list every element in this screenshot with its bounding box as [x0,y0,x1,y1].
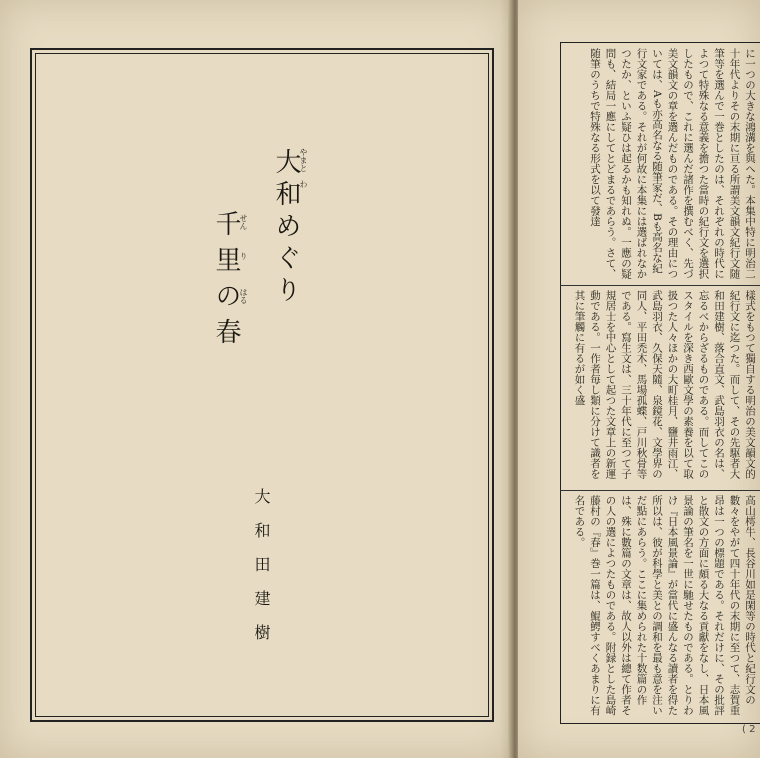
series-title-ruby-2: わ [299,180,308,188]
page-number: ( 2 [742,724,756,735]
series-title: 大和めぐり [271,148,301,308]
text-column-1: に一つの大きな鴻溝を與へた。本集中特に明治二十年代よりその末期に亘る所謂美文韻文紀行文随筆等を選んで一巻としたのは、それぞれの時代によつて特殊なる意義を擔つた當時の紀行文を選択したもので、これに選んだ諸作を撰むべく、先づ美文韻文の章を選んだものである。その理由については、Aも亦高名なる随筆家だ、Bも高名な紀行文家である。それが何故に本集には選ばれなかつたか、といふ疑ひは起るかも知れぬ。一應の疑問も、結局一應にしてとどまるであらう。さて、随筆のうちで特殊なる形式を以て發達 [589,48,756,279]
main-title-ruby-3: はる [239,288,248,304]
column-divider-1 [560,285,760,286]
text-column-3: 高山樗牛、長谷川如是閑等の時代と紀行文の數々をやがて四十年代の末期に至つて、志賀重昂は一つの標題である。それだけに、その批評と散文の方面に頗る大なる貢獻をなし、日本風景論の筆名を一世に馳せたものである。とりわけ『日本風景論』が當代に盛んなる讀者を得た所以は、彼が科學と美との調和を最も意を注いだ點にあらう。ここに集められた十数篇の作は、殊に數篇の文章は、故人以外は總て作者その人の選によつたものである。附録とした島崎藤村の『春』巻一篇は、鯤鰐すべくあまりに有名である。 [573,495,756,716]
main-title-ruby-1: せん [239,214,248,230]
text-column-2: 樣式をもつて獨自する明治の美文韻文的紀行文に迄つた。而して、その先駆者大和田建樹、落合直文、武島羽衣の名は、忘るべからざるものである。而してこのスタイルを深き西歐文學の素養を以て取扱つた人々ほかの大町桂月、鹽井雨江、武島羽衣、久保天隨、泉鏡花、文學界の同人、平田禿木、馬場孤蝶、戸川秋骨等である。寫生文は、三十年代に至つて子規居士を中心として起つた文章上の新運動である。一作者毎し類に分けて識者を其に筆觸に有るが如く盛 [573,290,756,479]
author-name: 大和田建樹 [252,488,271,658]
main-title-ruby-2: り [239,252,248,260]
main-title: 千里の春 [211,210,241,354]
column-divider-2 [560,490,760,491]
series-title-ruby-1: やまと [299,148,308,172]
